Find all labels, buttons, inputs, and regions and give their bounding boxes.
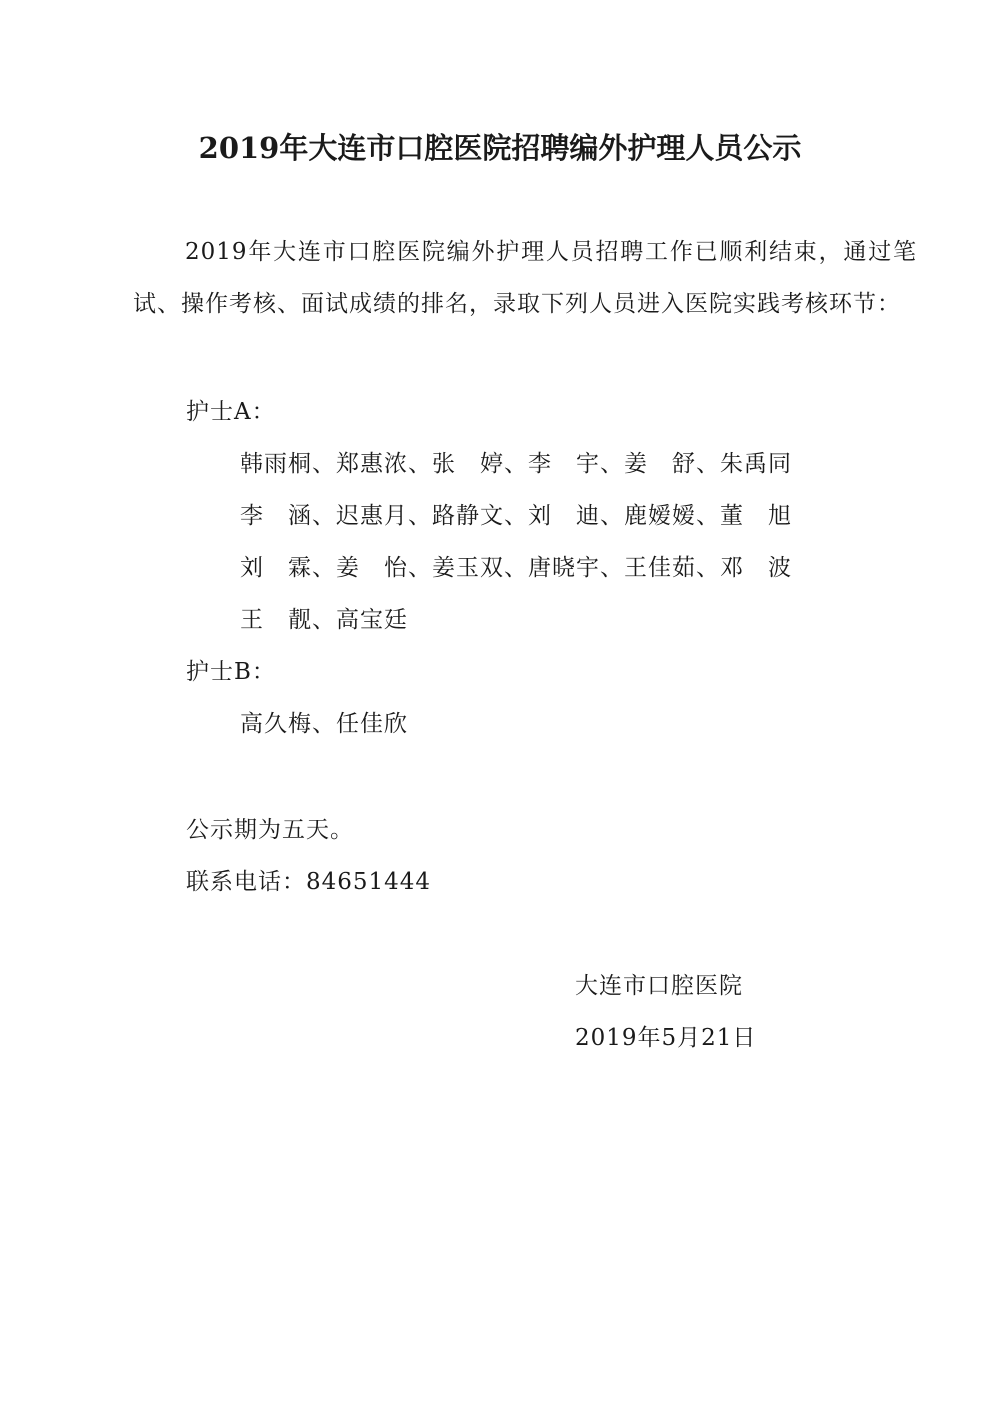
name-row: 李 涵、迟惠月、路静文、刘 迪、鹿嫒嫒、董 旭	[240, 503, 792, 529]
name-row: 高久梅、任佳欣	[240, 711, 408, 737]
group-b-label: 护士B：	[186, 659, 276, 685]
intro-paragraph: 2019年大连市口腔医院编外护理人员招聘工作已顺利结束，通过笔试、操作考核、面试成绩的排名，录取下列人员进入医院实践考核环节：	[133, 239, 917, 317]
page-title: 2019年大连市口腔医院招聘编外护理人员公示	[198, 131, 802, 165]
notice-period: 公示期为五天。	[186, 817, 354, 843]
signature-date: 2019年5月21日	[575, 1025, 757, 1051]
name-row: 王 靓、高宝廷	[240, 607, 408, 633]
name-row: 刘 霖、姜 怡、姜玉双、唐晓宇、王佳茹、邓 波	[240, 555, 792, 581]
name-row: 韩雨桐、郑惠浓、张 婷、李 宇、姜 舒、朱禹同	[240, 451, 792, 477]
contact-phone: 联系电话：84651444	[186, 869, 432, 895]
group-a-label: 护士A：	[186, 399, 276, 425]
signature-org: 大连市口腔医院	[575, 973, 743, 999]
